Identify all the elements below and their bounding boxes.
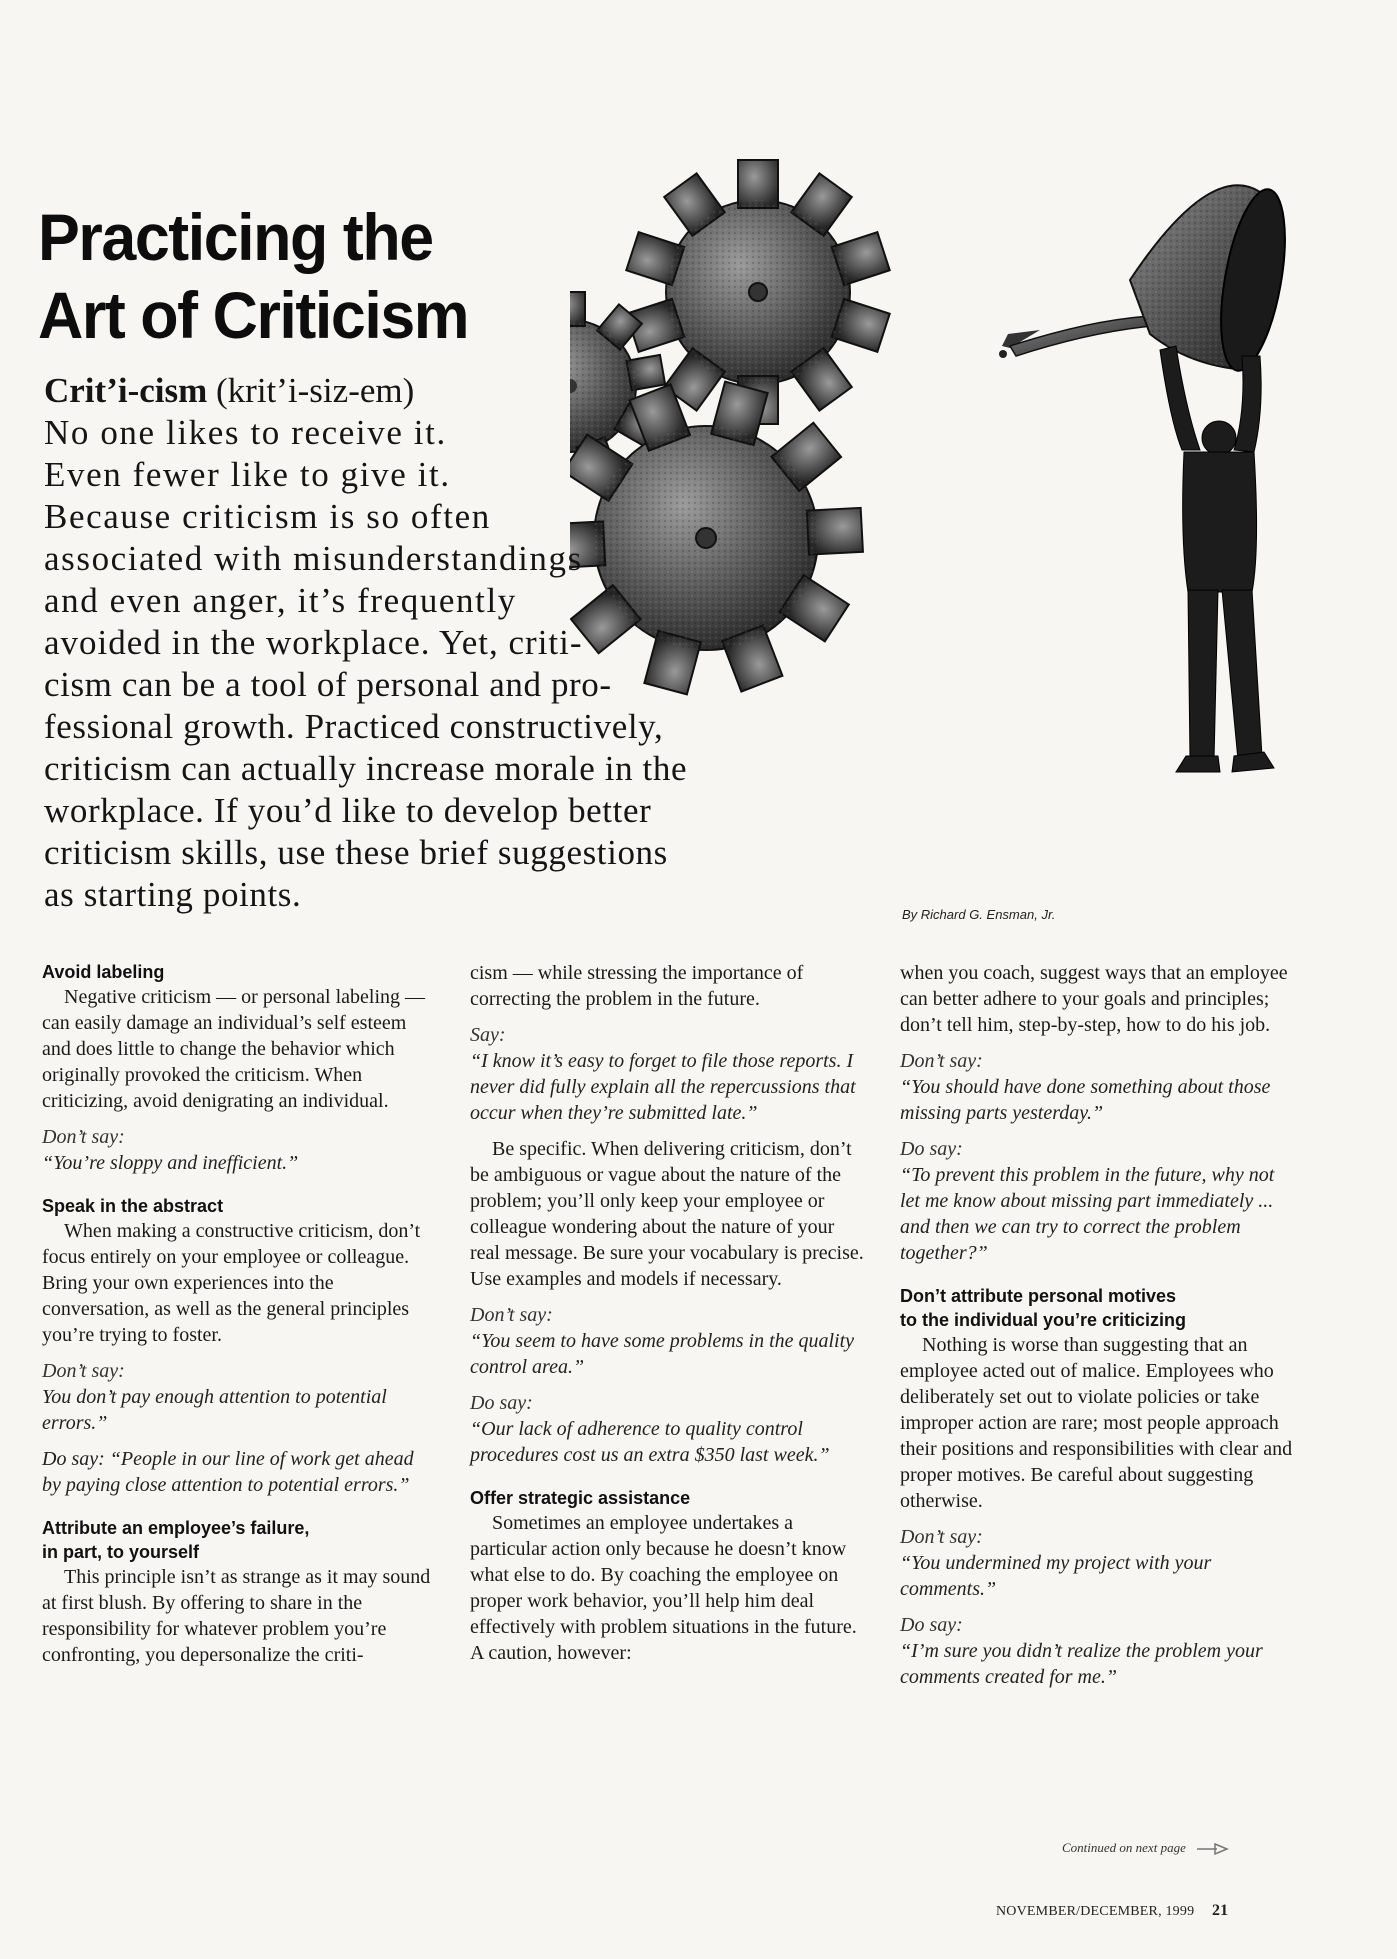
column-3 xyxy=(900,960,1296,1700)
heading-line: Don’t attribute personal motives xyxy=(900,1286,1177,1306)
dont-say-quote: “You undermined my project with your comments.” xyxy=(900,1552,1212,1600)
heading-line: in part, to yourself xyxy=(42,1542,200,1562)
intro-line: cism can be a tool of personal and pro- xyxy=(44,665,612,704)
intro-line: criticism can actually increase morale in the xyxy=(44,749,688,788)
section-heading: Avoid labeling xyxy=(42,962,165,982)
say-quote: “I know it’s easy to forget to file those reports. I never did fully explain all the repercussions that occur when they’re submitted late.” xyxy=(470,1050,856,1124)
intro-line: as starting points. xyxy=(44,875,302,914)
funnel-icon xyxy=(999,185,1297,376)
say-label: Say: xyxy=(470,1024,506,1046)
body-paragraph: Negative criticism — or personal labeling — can easily damage an individual’s self esteem and does little to change the behavior which originally provoked the criticism. When criticizing, avoid denigrating an individual. xyxy=(42,986,426,1112)
body-paragraph: Sometimes an employee undertakes a particular action only because he doesn’t know what else to do. By coaching the employee on proper work behavior, you’ll help him deal effectively with problem situations in the future. A caution, however: xyxy=(470,1512,857,1664)
page-number: 21 xyxy=(1211,1902,1229,1919)
continued-text: Continued on next page xyxy=(1062,1840,1186,1855)
dont-say-label: Don’t say: xyxy=(900,1050,983,1072)
intro-line: Even fewer like to give it. xyxy=(44,455,451,494)
pronunciation: (krit’i-siz-em) xyxy=(216,371,415,410)
dont-say-label: Don’t say: xyxy=(470,1304,553,1326)
body-paragraph: This principle isn’t as strange as it may sound at first blush. By offering to share in the responsibility for whatever problem you’re confronting, you depersonalize the criti- xyxy=(42,1566,431,1666)
dont-say-quote: You don’t pay enough attention to potential errors.” xyxy=(42,1386,387,1434)
body-paragraph: cism — while stressing the importance of correcting the problem in the future. xyxy=(470,962,804,1010)
body-paragraph: when you coach, suggest ways that an employee can better adhere to your goals and principles; don’t tell him, step-by-step, how to do his job. xyxy=(900,962,1288,1036)
body-paragraph: When making a constructive criticism, don’t focus entirely on your employee or colleague. Bring your own experiences into the conversation, as well as the general principles you’re trying to foster. xyxy=(42,1220,421,1346)
dont-say-label: Don’t say: xyxy=(900,1526,983,1548)
do-say-quote: “I’m sure you didn’t realize the problem your comments created for me.” xyxy=(900,1640,1263,1688)
intro-line: associated with misunderstandings xyxy=(44,539,583,578)
intro-line: fessional growth. Practiced constructively, xyxy=(44,707,664,746)
dont-say-quote: “You’re sloppy and inefficient.” xyxy=(42,1152,299,1174)
do-say-label: Do say: xyxy=(900,1614,963,1636)
do-say-quote: “To prevent this problem in the future, why not let me know about missing part immediately ... and then we can try to correct the problem together?” xyxy=(900,1164,1275,1264)
section-heading xyxy=(900,1284,1296,1332)
heading-line: Attribute an employee’s failure, xyxy=(42,1518,310,1538)
person-icon xyxy=(1160,346,1274,772)
intro-line: Because criticism is so often xyxy=(44,497,491,536)
section-heading: Offer strategic assistance xyxy=(470,1488,691,1508)
intro-deck xyxy=(44,370,1124,916)
dont-say-label: Don’t say: xyxy=(42,1126,125,1148)
page-footer xyxy=(996,1902,1228,1920)
do-say-quote: Do say: “People in our line of work get ahead by paying close attention to potential errors.” xyxy=(42,1448,414,1496)
continued-note xyxy=(1062,1840,1231,1856)
intro-line: avoided in the workplace. Yet, criti- xyxy=(44,623,583,662)
dont-say-quote: “You should have done something about those missing parts yesterday.” xyxy=(900,1076,1271,1124)
intro-line: and even anger, it’s frequently xyxy=(44,581,517,620)
intro-line: criticism skills, use these brief suggestions xyxy=(44,833,668,872)
section-heading xyxy=(42,1516,436,1564)
heading-line: to the individual you’re criticizing xyxy=(900,1310,1187,1330)
article-title xyxy=(38,198,468,354)
section-heading: Speak in the abstract xyxy=(42,1196,224,1216)
definition-line xyxy=(44,370,1124,412)
title-line-1: Practicing the xyxy=(38,200,433,274)
column-2 xyxy=(470,960,864,1676)
do-say-label: Do say: xyxy=(900,1138,963,1160)
column-1 xyxy=(42,960,436,1678)
body-paragraph: Nothing is worse than suggesting that an employee acted out of malice. Employees who deliberately set out to violate policies or take improper action are rare; most people approach their positions and responsibilities with clear and proper motives. Be careful about suggesting otherwise. xyxy=(900,1334,1293,1512)
do-say-label: Do say: xyxy=(470,1392,533,1414)
byline: By Richard G. Ensman, Jr. xyxy=(902,907,1056,922)
do-say-quote: “Our lack of adherence to quality control procedures cost us an extra $350 last week.” xyxy=(470,1418,830,1466)
dont-say-label: Don’t say: xyxy=(42,1360,125,1382)
issue-date: NOVEMBER/DECEMBER, 1999 xyxy=(996,1904,1195,1919)
headword: Crit’i-cism xyxy=(44,371,208,410)
arrow-right-icon xyxy=(1195,1842,1231,1856)
dont-say-quote: “You seem to have some problems in the quality control area.” xyxy=(470,1330,855,1378)
body-paragraph: Be specific. When delivering criticism, don’t be ambiguous or vague about the nature of the problem; you’ll only keep your employee or colleague wondering about the nature of your real message. Be sure your vocabulary is precise. Use examples and models if necessary. xyxy=(470,1138,864,1290)
intro-line: No one likes to receive it. xyxy=(44,413,447,452)
intro-line: workplace. If you’d like to develop better xyxy=(44,791,652,830)
title-line-2: Art of Criticism xyxy=(38,278,469,352)
